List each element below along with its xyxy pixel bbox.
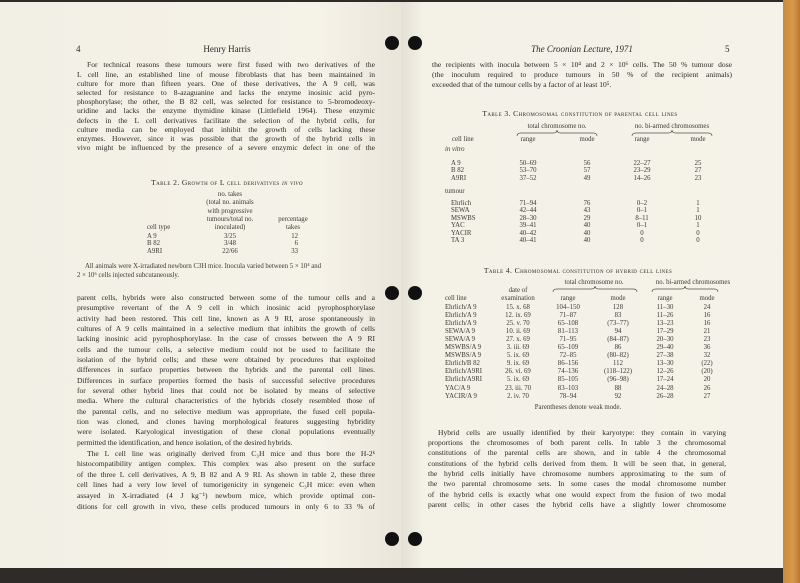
bi-mode-value: 23 [694, 174, 702, 182]
text-line: The L cell line was originally derived from C₃H mice and thus bore the H-2ᵏ [87, 448, 375, 458]
range-value: 39–41 [519, 222, 537, 229]
bi-mode-value: 0 [696, 229, 700, 237]
mode-value: (80–82) [607, 352, 629, 360]
cell-type: B 82 [147, 240, 161, 247]
bi-mode-value: 20 [703, 376, 711, 384]
bi-range-value: 17–24 [656, 376, 674, 384]
text-line: differences in surface properties between the hybrids and the parental cell lines. [77, 365, 375, 375]
text-line: the recipients with inocula between 5 × 10⁴ and 2 × 10⁶ cells. The 50 % tumour dose [432, 60, 732, 69]
header-no-takes: tumours/total no. [206, 215, 254, 223]
text-line: isolation of the hybrid cells; and these were obtained by procedures that exploited [77, 354, 375, 364]
header-cell-line: cell line [445, 294, 467, 302]
cell-line: YACIR [451, 229, 472, 237]
range-value: 85–105 [557, 376, 579, 384]
text-line: uridine and lacks the enzyme thymidine kinase (Littlefield 1964). These enzymic [77, 106, 375, 116]
bi-mode-value: 24 [703, 303, 711, 311]
range-value: 71–94 [519, 199, 537, 207]
cell-line: YAC [451, 222, 465, 229]
examination-date: 9. ix. 69 [506, 360, 530, 368]
header-range: range [520, 135, 536, 143]
bi-mode-value: 36 [703, 344, 711, 351]
mode-value: 112 [613, 360, 623, 368]
percentage-value: 33 [291, 247, 298, 255]
bi-mode-value: 26 [703, 384, 711, 392]
range-value: 86–156 [557, 360, 579, 368]
examination-date: 5. ix. 69 [506, 376, 530, 384]
text-line: assayed in X-irradiated (4 J kg⁻¹) newborn mice, which provide optimal con- [77, 491, 375, 501]
bi-mode-value: 32 [703, 352, 711, 360]
bi-mode-value: 10 [694, 214, 702, 222]
text-line: L cell line, an established line of mouse fibroblasts that has been maintained in [77, 69, 375, 79]
text-line: cultures of A 9 cells maintained in a selective medium that inhibits the growth of cells [77, 323, 375, 333]
bi-mode-value: 23 [703, 335, 711, 343]
text-line: activity had been restored. This cell line, known as A 9 RI, arose spontaneously in [77, 313, 375, 323]
bi-mode-value: (20) [701, 368, 713, 376]
text-line: constitutions of the hybrid cells derived from them. It will be seen that, in general, [428, 458, 726, 468]
text-line: vivo might be influenced by the presence of a severe enzymic defect in one of the [77, 143, 375, 153]
column-group-brace [652, 286, 718, 292]
cell-line: B 82 [451, 167, 465, 174]
header-no-takes: no. takes [217, 190, 243, 198]
examination-date: 10. ii. 69 [505, 327, 531, 335]
text-line: presumptive revertant of the A 9 cell in which inosinic acid pyrophosphorylase [77, 303, 375, 313]
mode-value: 56 [583, 159, 591, 167]
group-total-chromosome: total chromosome no. [564, 278, 624, 286]
text-line: ditions for cell growth in vivo, these cells produced tumours in only 6 to 33 % of [77, 501, 375, 511]
text-line: of the three L cell derivatives, A 9, B 82 and A 9 RI. As shown in table 2, these three [77, 469, 375, 479]
table2-title-italic: in vivo [281, 178, 303, 187]
bi-range-value: 8–11 [635, 214, 649, 222]
header-no-takes: with progressive [207, 207, 253, 215]
table4-title: Table 4. Chromosomal constitution of hybrid cell lines [483, 266, 673, 275]
bi-mode-value: 0 [696, 237, 700, 244]
table2-footnote: All animals were X-irradiated newborn C3H mice. Inocula varied between 5 × 10⁴ and [85, 262, 322, 270]
cell-line: Ehrlich/A 9 [445, 319, 477, 327]
bi-mode-value: 27 [694, 167, 702, 174]
text-line: cell lines had a very low level of tumorigenicity in syngeneic C₃H mice: even when [77, 480, 375, 490]
bi-range-value: 13–30 [656, 360, 674, 368]
text-line: media. Where the cultural characteristics of the hybrids closely resembled those of [77, 396, 375, 406]
text-line: parent cells, hybrids were also constructed between some of the tumour cells and a [77, 292, 375, 302]
cell-line: MSWBS/A 9 [445, 344, 482, 351]
header-bi-range: range [657, 294, 673, 302]
examination-date: 15. x. 68 [506, 303, 530, 311]
section-tumour: tumour [445, 187, 465, 195]
bi-range-value: 12–26 [656, 368, 674, 376]
header-mode: mode [579, 135, 595, 143]
group-biarmed: no. bi-armed chromosomes [634, 122, 710, 130]
binder-hole-icon [408, 36, 422, 50]
table4-footnote: Parentheses denote weak mode. [534, 403, 622, 411]
cell-line: SEWA/A 9 [445, 327, 476, 335]
running-head-author: Henry Harris [203, 44, 251, 54]
mode-value: (118–122) [603, 368, 633, 376]
bi-range-value: 0 [640, 229, 644, 237]
header-percentage: takes [286, 223, 300, 231]
header-bi-mode: mode [690, 135, 706, 143]
text-line: culture for more than fifteen years. One of these derivatives, the A 9 cell, was [77, 78, 375, 88]
text-line: (the inoculum required to produce tumours in 50 % of the recipient animals) [432, 70, 732, 79]
cell-line: YAC/A 9 [445, 384, 471, 392]
mode-value: 57 [583, 167, 591, 174]
cell-line: SEWA [451, 207, 470, 214]
bi-range-value: 29–40 [656, 344, 674, 351]
text-line: parent cells; in other cases the hybrid cells have a slightly lower chromosome [428, 499, 726, 509]
group-total-chromosome: total chromosome no. [527, 122, 587, 130]
cell-line: Ehrlich/A 9 [445, 311, 477, 319]
paragraph-recipients [432, 60, 732, 90]
bi-mode-value: 25 [694, 159, 702, 167]
bi-range-value: 11–30 [656, 303, 674, 311]
text-line: the two parental chromosome sets. In some cases the modal chromosome number [428, 479, 726, 489]
header-date: date of [508, 286, 528, 294]
group-biarmed: no. bi-armed chromosomes [655, 278, 731, 286]
examination-date: 27. x. 69 [506, 335, 530, 343]
section-in-vitro: in vitro [445, 145, 465, 153]
percentage-value: 12 [291, 232, 298, 240]
text-line: enzymes. However, since it was possible that the growth of the hybrid cells in [77, 133, 375, 143]
mode-value: 88 [614, 384, 622, 392]
cell-line: TA 3 [451, 237, 465, 244]
text-line: permitted the identification, and hence isolation, of the desired hybrids. [77, 437, 293, 447]
range-value: 65–109 [557, 344, 579, 351]
range-value: 71–95 [559, 335, 577, 343]
binder-hole-icon [408, 286, 422, 300]
mode-value: 40 [583, 222, 591, 229]
table3-title: Table 3. Chromosomal constitution of parental cell lines [482, 109, 678, 118]
range-value: 40–41 [519, 237, 537, 244]
header-cell-type: cell type [147, 223, 171, 231]
text-line: For technical reasons these tumours were first fused with two derivatives of the [87, 60, 375, 70]
text-line: were isolated. Karyological investigation of these clonal populations eventually [77, 427, 375, 437]
cell-type: A 9 [147, 232, 157, 240]
range-value: 28–30 [519, 214, 537, 222]
bi-mode-value: 1 [696, 222, 700, 229]
cell-line: Ehrlich/B 82 [445, 360, 480, 368]
examination-date: 25. v. 70 [506, 319, 530, 327]
column-group-brace [553, 286, 637, 292]
examination-date: 3. iii. 69 [506, 344, 530, 351]
table2-footnote: 2 × 10⁶ cells injected subcutaneously. [77, 271, 180, 279]
text-line: the hybrid cells initially have chromosome numbers approximating to the sum of [428, 469, 726, 479]
binder-hole-icon [408, 532, 422, 546]
examination-date: 12. ix. 69 [505, 311, 531, 319]
text-line: constitutions of the parental cells are shown, and in table 4 the chromosomal [428, 448, 726, 458]
text-line: cells and the tumour cells, a selective medium could not be used to facilitate the [77, 344, 375, 354]
header-bi-range: range [634, 135, 650, 143]
header-range: range [560, 294, 576, 302]
takes-value: 22/66 [222, 247, 238, 255]
page-number-left: 4 [76, 44, 81, 54]
binder-hole-icon [385, 36, 399, 50]
mode-value: 92 [614, 392, 622, 400]
range-value: 40–42 [519, 229, 537, 237]
paragraph-technical-reasons [77, 60, 375, 152]
paragraph-l-cell-line [77, 449, 375, 513]
examination-date: 5. ix. 69 [506, 352, 530, 360]
examination-date: 26. vi. 69 [505, 368, 531, 376]
range-value: 37–52 [519, 174, 537, 182]
bi-range-value: 27–38 [656, 352, 674, 360]
header-mode: mode [610, 294, 626, 302]
bi-range-value: 26–28 [656, 392, 674, 400]
examination-date: 23. iii. 70 [504, 384, 532, 392]
range-value: 74–136 [557, 368, 579, 376]
text-line: culture media can be employed that inhibit the growth of cells lacking these [77, 124, 375, 134]
cell-type: A9RI [147, 247, 163, 255]
text-line: exceeded that of the tumour cells by a factor of at least 10⁵. [432, 80, 612, 89]
cell-line: MSWBS [451, 214, 476, 222]
text-line: phosphorylase; the other, the B 82 cell, was selected for resistance to 5-bromodeoxy- [77, 97, 375, 107]
running-head-title: The Croonian Lecture, 1971 [531, 44, 633, 54]
percentage-value: 6 [294, 240, 298, 247]
header-percentage: percentage [278, 215, 308, 223]
bi-range-value: 0–1 [636, 207, 648, 214]
bi-range-value: 22–27 [633, 159, 651, 167]
binder-hole-icon [385, 286, 399, 300]
text-line: proportions the chromosomes of both parent cells. In table 3 the chromosomal [428, 438, 726, 448]
text-line: lacking inosinic acid pyrophosphorylase. In the case of crosses between the A 9 RI [77, 334, 375, 344]
range-value: 65–108 [557, 319, 579, 327]
bi-range-value: 17–29 [656, 327, 674, 335]
text-line: of the hybrid cells is exactly what one would expect from the fusion of two modal [428, 489, 726, 499]
cell-line: Ehrlich [451, 199, 472, 207]
range-value: 50–69 [519, 159, 537, 167]
mode-value: 94 [614, 327, 622, 335]
range-value: 42–44 [519, 207, 537, 214]
bi-range-value: 24–28 [656, 384, 674, 392]
cell-line: Ehrlich/A 9 [445, 303, 477, 311]
range-value: 83–103 [557, 384, 579, 392]
takes-value: 3/48 [223, 240, 237, 247]
mode-value: 76 [583, 199, 591, 207]
mode-value: (73–77) [607, 319, 629, 327]
text-line: histocompatibility antigen complex. This complex was also present on the surface [77, 459, 375, 469]
mode-value: 29 [583, 214, 591, 222]
range-value: 78–94 [559, 392, 577, 400]
paragraph-hybrid-cells [428, 428, 726, 510]
header-cell-line: cell line [452, 135, 474, 143]
takes-value: 3/25 [223, 232, 237, 240]
text-line: Hybrid cells are usually identified by their karyotype: they contain in varying [438, 427, 726, 437]
cell-line: MSWBS/A 9 [445, 352, 482, 360]
mode-value: 86 [614, 344, 622, 351]
bi-range-value: 23–29 [633, 167, 651, 174]
page-number-right: 5 [725, 44, 730, 54]
bi-range-value: 14–26 [633, 174, 651, 182]
bi-mode-value: 21 [703, 327, 711, 335]
text-line: for several other hybrid lines that could not be isolated by means of selective [77, 385, 375, 395]
bi-mode-value: 27 [703, 392, 711, 400]
binder-hole-icon [385, 532, 399, 546]
paragraph-parent-cells [77, 293, 375, 448]
examination-date: 2. iv. 70 [507, 392, 529, 400]
bi-range-value: 11–26 [656, 311, 674, 319]
bi-range-value: 0 [640, 237, 644, 244]
text-line: tion was cloned, and clones having morphological features suggesting hybridity [77, 416, 375, 426]
table2-title-text: Table 2. Growth of L cell derivatives [151, 178, 280, 187]
range-value: 71–87 [559, 311, 577, 319]
book-edge-strip [783, 0, 800, 583]
mode-value: 128 [612, 303, 624, 311]
range-value: 104–150 [556, 303, 580, 311]
header-bi-mode: mode [699, 294, 715, 302]
text-line: Differences in surface properties formed the basis of successful selective procedures [77, 375, 375, 385]
cell-line: A 9 [451, 159, 461, 167]
mode-value: (96–98) [607, 376, 629, 384]
range-value: 81–113 [557, 327, 579, 335]
mode-value: 83 [614, 311, 622, 319]
bi-mode-value: 1 [696, 199, 700, 207]
bi-mode-value: 16 [703, 311, 711, 319]
bi-mode-value: 1 [696, 207, 700, 214]
header-no-takes: inoculated) [214, 223, 246, 231]
cell-line: SEWA/A 9 [445, 335, 476, 343]
range-value: 72–85 [559, 352, 577, 360]
cell-line: YACIR/A 9 [445, 392, 477, 400]
bi-mode-value: (22) [701, 360, 713, 368]
mode-value: 40 [583, 237, 591, 244]
mode-value: 40 [583, 229, 591, 237]
bi-range-value: 20–30 [656, 335, 674, 343]
header-date: examination [501, 294, 535, 302]
bi-range-value: 0–2 [636, 199, 648, 207]
cell-line: Ehrlich/A9RI [445, 368, 482, 376]
text-line: selected for resistance to 8-azaguanine and lacks the enzyme inosinic acid pyro- [77, 87, 375, 97]
cell-line: Ehrlich/A9RI [445, 376, 482, 384]
text-line: defects in the L cell derivatives facilitate the selection of the hybrid cells, for [77, 115, 375, 125]
text-line: the parental cells, and no selective medium was appropriate, the fused cell popula- [77, 406, 375, 416]
mode-value: 49 [583, 174, 591, 182]
table2-title [151, 178, 303, 187]
cell-line: A9RI [451, 174, 467, 182]
mode-value: (84–87) [607, 335, 629, 343]
header-no-takes: (total no. animals [206, 199, 254, 206]
mode-value: 43 [583, 207, 591, 214]
bi-range-value: 13–23 [656, 319, 674, 327]
bi-range-value: 0–1 [636, 222, 648, 229]
range-value: 53–70 [519, 167, 537, 174]
bi-mode-value: 16 [703, 319, 711, 327]
